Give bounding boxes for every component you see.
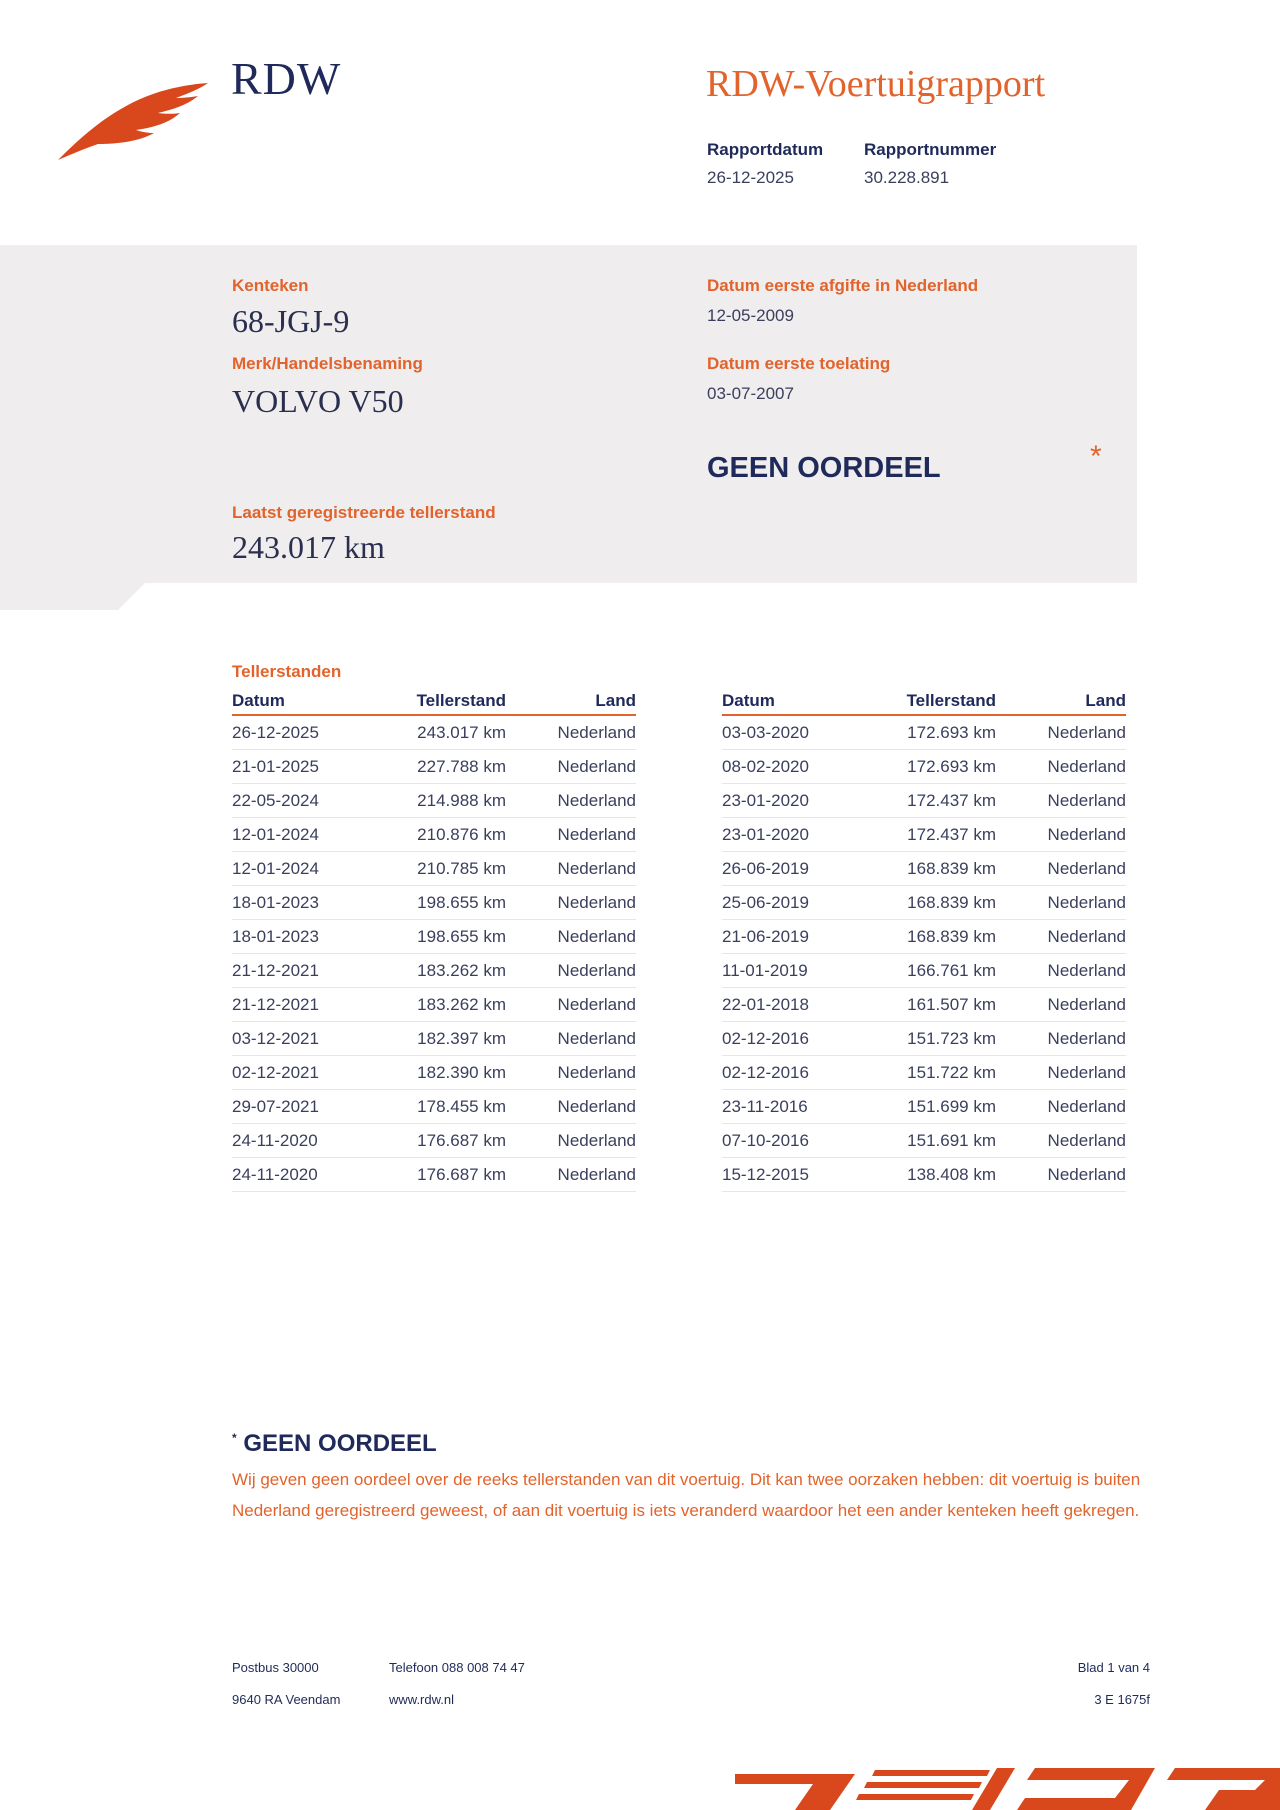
row-date: 02-12-2016 <box>722 1028 809 1048</box>
table-row <box>722 1090 1126 1124</box>
table-row <box>232 1124 636 1158</box>
table-row <box>232 954 636 988</box>
row-odometer: 172.693 km <box>907 722 996 742</box>
row-date: 18-01-2023 <box>232 892 319 912</box>
first-reg-nl-label: Datum eerste afgifte in Nederland <box>707 276 979 295</box>
row-date: 02-12-2021 <box>232 1062 319 1082</box>
row-odometer: 178.455 km <box>417 1096 506 1116</box>
row-date: 24-11-2020 <box>232 1164 318 1184</box>
footnote-title <box>232 1430 437 1458</box>
row-odometer: 168.839 km <box>907 926 996 946</box>
row-country: Nederland <box>557 756 636 776</box>
row-date: 03-03-2020 <box>722 722 809 742</box>
row-country: Nederland <box>1047 756 1126 776</box>
footer-postbus: Postbus 30000 <box>232 1660 319 1675</box>
row-odometer: 172.437 km <box>907 824 996 844</box>
row-odometer: 198.655 km <box>417 892 506 912</box>
row-odometer: 243.017 km <box>417 722 506 742</box>
brand-name: RDW <box>231 53 342 104</box>
row-date: 26-06-2019 <box>722 858 809 878</box>
odometer-section-title: Tellerstanden <box>232 662 342 681</box>
row-country: Nederland <box>557 1062 636 1082</box>
row-date: 12-01-2024 <box>232 824 319 844</box>
row-odometer: 176.687 km <box>417 1130 506 1150</box>
row-date: 23-01-2020 <box>722 790 809 810</box>
row-country: Nederland <box>557 892 636 912</box>
row-country: Nederland <box>557 960 636 980</box>
footnote-title-text: GEEN OORDEEL <box>243 1430 437 1457</box>
row-odometer: 210.876 km <box>417 824 506 844</box>
last-odometer-value: 243.017 km <box>232 529 385 565</box>
table-row <box>232 920 636 954</box>
row-odometer: 172.693 km <box>907 756 996 776</box>
footer-page-number: Blad 1 van 4 <box>1077 1660 1150 1675</box>
footer-website[interactable]: www.rdw.nl <box>389 1692 455 1707</box>
table-row <box>722 1022 1126 1056</box>
row-country: Nederland <box>557 1028 636 1048</box>
report-number-label: Rapportnummer <box>864 140 997 159</box>
last-odometer-label: Laatst geregistreerde tellerstand <box>232 503 496 522</box>
row-country: Nederland <box>1047 994 1126 1014</box>
row-odometer: 151.691 km <box>907 1130 996 1150</box>
row-odometer: 172.437 km <box>907 790 996 810</box>
row-date: 22-01-2018 <box>722 994 809 1014</box>
row-date: 15-12-2015 <box>722 1164 809 1184</box>
row-date: 07-10-2016 <box>722 1130 809 1150</box>
row-date: 21-12-2021 <box>232 960 319 980</box>
row-country: Nederland <box>1047 824 1126 844</box>
odometer-table-left <box>232 690 636 1192</box>
table-row <box>722 1056 1126 1090</box>
header-date: Datum <box>232 691 285 710</box>
table-row <box>722 784 1126 818</box>
row-odometer: 151.699 km <box>907 1096 996 1116</box>
header-date: Datum <box>722 691 775 710</box>
table-row <box>722 920 1126 954</box>
row-date: 24-11-2020 <box>232 1130 318 1150</box>
footnote-text: Wij geven geen oordeel over de reeks tellerstanden van dit voertuig. Dit kan twee oorzaken hebben: dit voertuig is buiten Nederland geregistreerd geweest, of aan dit voertuig is iets veranderd waardoor het een ander kenteken heeft gekregen. <box>232 1470 1141 1520</box>
row-country: Nederland <box>1047 790 1126 810</box>
table-row <box>722 1158 1126 1192</box>
header-odometer: Tellerstand <box>416 691 506 710</box>
row-odometer: 183.262 km <box>417 960 506 980</box>
row-date: 18-01-2023 <box>232 926 319 946</box>
table-row <box>722 988 1126 1022</box>
row-country: Nederland <box>1047 1028 1126 1048</box>
table-row <box>232 784 636 818</box>
row-odometer: 227.788 km <box>417 756 506 776</box>
row-odometer: 183.262 km <box>417 994 506 1014</box>
table-row <box>232 988 636 1022</box>
row-odometer: 168.839 km <box>907 892 996 912</box>
header-country: Land <box>595 691 636 710</box>
row-country: Nederland <box>1047 722 1126 742</box>
rdw-logo-icon <box>58 80 210 162</box>
report-date-label: Rapportdatum <box>707 140 824 159</box>
odometer-table-right <box>722 690 1126 1192</box>
row-country: Nederland <box>557 994 636 1014</box>
table-row <box>232 818 636 852</box>
row-country: Nederland <box>557 926 636 946</box>
row-odometer: 176.687 km <box>417 1164 506 1184</box>
table-row <box>232 1056 636 1090</box>
make-value: VOLVO V50 <box>232 383 404 419</box>
row-date: 11-01-2019 <box>722 960 808 980</box>
row-country: Nederland <box>1047 892 1126 912</box>
footer-city: 9640 RA Veendam <box>232 1692 341 1707</box>
table-row <box>232 1090 636 1124</box>
plate-label: Kenteken <box>232 276 309 295</box>
row-country: Nederland <box>1047 1130 1126 1150</box>
make-label: Merk/Handelsbenaming <box>232 354 423 373</box>
table-row <box>232 1158 636 1192</box>
first-admission-value: 03-07-2007 <box>707 384 794 403</box>
report-number: 30.228.891 <box>864 168 950 187</box>
row-country: Nederland <box>557 1096 636 1116</box>
table-row <box>722 1124 1126 1158</box>
footer-phone: Telefoon 088 008 74 47 <box>389 1660 525 1675</box>
footnote-marker: * <box>232 1431 237 1445</box>
report-date: 26-12-2025 <box>707 168 794 187</box>
row-odometer: 168.839 km <box>907 858 996 878</box>
row-odometer: 182.397 km <box>417 1028 506 1048</box>
table-row <box>722 818 1126 852</box>
table-row <box>232 1022 636 1056</box>
table-row <box>722 954 1126 988</box>
row-date: 21-06-2019 <box>722 926 809 946</box>
table-row <box>722 886 1126 920</box>
row-odometer: 151.722 km <box>907 1062 996 1082</box>
plate-value: 68-JGJ-9 <box>232 303 350 339</box>
table-header <box>722 690 1126 716</box>
row-odometer: 210.785 km <box>417 858 506 878</box>
row-date: 08-02-2020 <box>722 756 809 776</box>
row-date: 21-01-2025 <box>232 756 319 776</box>
table-row <box>232 716 636 750</box>
row-date: 21-12-2021 <box>232 994 319 1014</box>
table-row <box>722 716 1126 750</box>
row-country: Nederland <box>557 722 636 742</box>
row-date: 26-12-2025 <box>232 722 319 742</box>
row-date: 29-07-2021 <box>232 1096 319 1116</box>
footer-code: 3 E 1675f <box>1094 1692 1150 1707</box>
row-odometer: 166.761 km <box>907 960 996 980</box>
table-row <box>722 750 1126 784</box>
table-row <box>232 886 636 920</box>
row-country: Nederland <box>1047 1164 1126 1184</box>
row-country: Nederland <box>1047 1096 1126 1116</box>
first-reg-nl-value: 12-05-2009 <box>707 306 794 325</box>
row-date: 02-12-2016 <box>722 1062 809 1082</box>
row-country: Nederland <box>1047 926 1126 946</box>
row-date: 23-11-2016 <box>722 1096 808 1116</box>
row-date: 25-06-2019 <box>722 892 809 912</box>
row-country: Nederland <box>557 1130 636 1150</box>
row-country: Nederland <box>1047 858 1126 878</box>
row-country: Nederland <box>557 790 636 810</box>
table-row <box>232 750 636 784</box>
footer-stripes-decoration <box>735 1760 1280 1810</box>
header-country: Land <box>1085 691 1126 710</box>
row-odometer: 214.988 km <box>417 790 506 810</box>
row-country: Nederland <box>557 824 636 844</box>
row-country: Nederland <box>557 858 636 878</box>
table-row <box>232 852 636 886</box>
row-odometer: 161.507 km <box>907 994 996 1014</box>
row-country: Nederland <box>1047 960 1126 980</box>
verdict-star-icon: * <box>1090 440 1102 473</box>
verdict-text: GEEN OORDEEL <box>707 452 941 484</box>
row-date: 23-01-2020 <box>722 824 809 844</box>
row-country: Nederland <box>1047 1062 1126 1082</box>
report-title: RDW-Voertuigrapport <box>706 63 1046 105</box>
row-date: 03-12-2021 <box>232 1028 319 1048</box>
row-date: 12-01-2024 <box>232 858 319 878</box>
row-odometer: 151.723 km <box>907 1028 996 1048</box>
row-odometer: 138.408 km <box>907 1164 996 1184</box>
header-odometer: Tellerstand <box>906 691 996 710</box>
row-odometer: 182.390 km <box>417 1062 506 1082</box>
table-header <box>232 690 636 716</box>
row-date: 22-05-2024 <box>232 790 319 810</box>
first-admission-label: Datum eerste toelating <box>707 354 891 373</box>
row-country: Nederland <box>557 1164 636 1184</box>
table-row <box>722 852 1126 886</box>
row-odometer: 198.655 km <box>417 926 506 946</box>
panel-tail-decoration <box>0 583 145 610</box>
